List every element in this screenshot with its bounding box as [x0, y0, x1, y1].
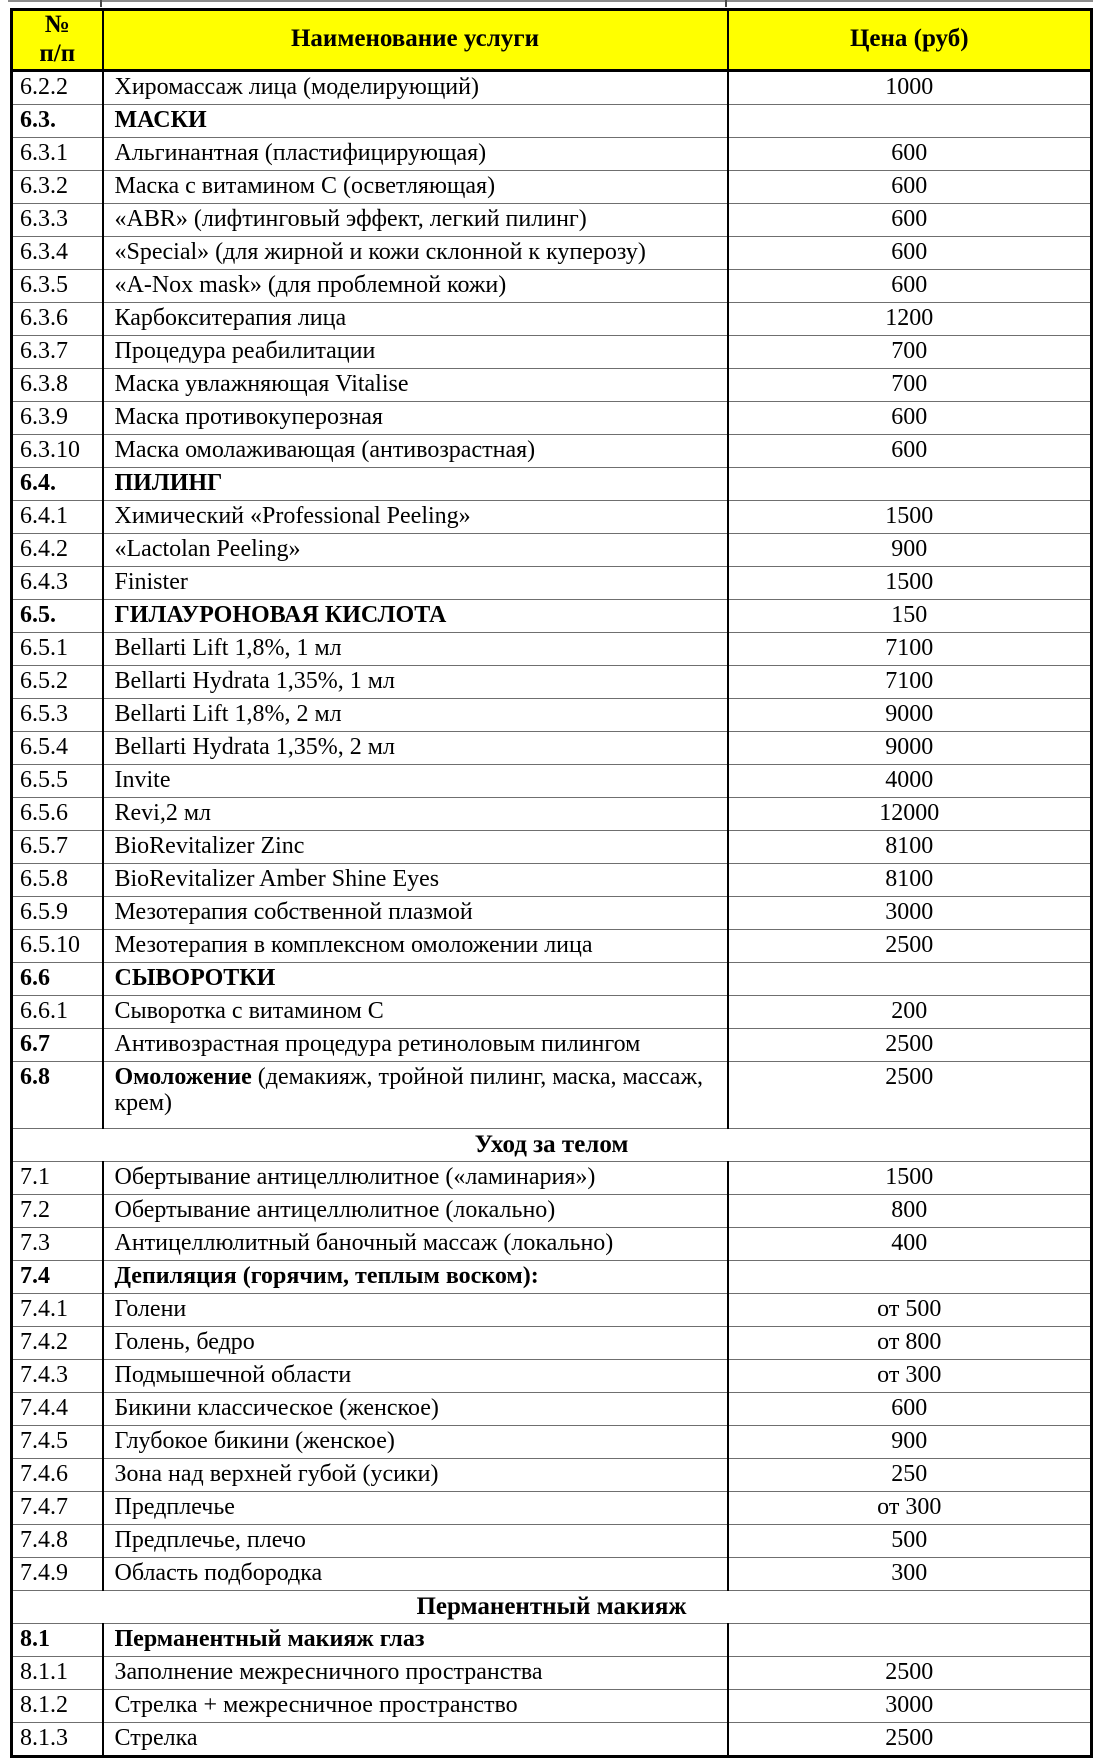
table-row [12, 896, 1092, 929]
service-price: 150 [728, 599, 1092, 632]
row-number: 6.3.2 [12, 170, 103, 203]
row-number: 6.3.3 [12, 203, 103, 236]
table-row [12, 1722, 1092, 1756]
service-name: Альгинантная (пластифицирующая) [103, 137, 728, 170]
row-number: 6.5.8 [12, 863, 103, 896]
service-price: 1500 [728, 500, 1092, 533]
service-price: 2500 [728, 1028, 1092, 1061]
service-price [728, 467, 1092, 500]
row-number: 6.5.6 [12, 797, 103, 830]
header-cell-number [12, 10, 103, 71]
service-name: Bellarti Lift 1,8%, 2 мл [103, 698, 728, 731]
service-name: МАСКИ [103, 104, 728, 137]
table-row [12, 1491, 1092, 1524]
table-row [12, 1689, 1092, 1722]
cutoff-column-divider [100, 0, 102, 7]
row-number: 6.3.10 [12, 434, 103, 467]
service-price [728, 104, 1092, 137]
row-number: 6.3.4 [12, 236, 103, 269]
service-price: 500 [728, 1524, 1092, 1557]
service-price: 3000 [728, 896, 1092, 929]
row-number: 7.4 [12, 1260, 103, 1293]
header-cell-price: Цена (руб) [728, 10, 1092, 71]
service-name: Подмышечной области [103, 1359, 728, 1392]
service-price: 250 [728, 1458, 1092, 1491]
price-table [10, 8, 1093, 1758]
row-number: 6.3.1 [12, 137, 103, 170]
service-price: 1500 [728, 1161, 1092, 1194]
table-row [12, 995, 1092, 1028]
row-number: 6.5.3 [12, 698, 103, 731]
row-number: 6.5.1 [12, 632, 103, 665]
table-row [12, 170, 1092, 203]
row-number: 6.2.2 [12, 70, 103, 104]
header-number-line1: № [44, 11, 70, 38]
service-price: 2500 [728, 929, 1092, 962]
service-name: Заполнение межресничного пространства [103, 1656, 728, 1689]
table-row [12, 1524, 1092, 1557]
service-price: 12000 [728, 797, 1092, 830]
row-number: 6.8 [12, 1061, 103, 1128]
service-name: Хиромассаж лица (моделирующий) [103, 70, 728, 104]
row-number: 8.1 [12, 1623, 103, 1656]
table-row [12, 1557, 1092, 1590]
service-price: 400 [728, 1227, 1092, 1260]
row-number: 6.3.7 [12, 335, 103, 368]
service-name: Мезотерапия собственной плазмой [103, 896, 728, 929]
service-price: 2500 [728, 1722, 1092, 1756]
service-price: 300 [728, 1557, 1092, 1590]
service-name: Голени [103, 1293, 728, 1326]
service-name: Обертывание антицеллюлитное («ламинария») [103, 1161, 728, 1194]
row-number: 6.5.7 [12, 830, 103, 863]
service-price: от 300 [728, 1491, 1092, 1524]
row-number: 7.3 [12, 1227, 103, 1260]
service-price: 4000 [728, 764, 1092, 797]
row-number: 6.3.5 [12, 269, 103, 302]
service-name: Bellarti Hydrata 1,35%, 1 мл [103, 665, 728, 698]
section-title: Перманентный макияж [12, 1590, 1092, 1623]
service-name: «A-Nox mask» (для проблемной кожи) [103, 269, 728, 302]
service-price: 1500 [728, 566, 1092, 599]
service-price: 700 [728, 368, 1092, 401]
service-price: от 500 [728, 1293, 1092, 1326]
row-number: 6.5.5 [12, 764, 103, 797]
table-row [12, 1227, 1092, 1260]
row-number: 7.4.7 [12, 1491, 103, 1524]
row-number: 8.1.3 [12, 1722, 103, 1756]
table-row [12, 1458, 1092, 1491]
row-number: 7.4.9 [12, 1557, 103, 1590]
service-price: 200 [728, 995, 1092, 1028]
cutoff-column-divider [725, 0, 727, 7]
service-price: от 300 [728, 1359, 1092, 1392]
service-price: 1000 [728, 70, 1092, 104]
service-name: Омоложение (демакияж, тройной пилинг, маска, массаж, крем) [103, 1061, 728, 1128]
cutoff-row-line [8, 0, 1093, 2]
service-name: Предплечье [103, 1491, 728, 1524]
table-row [12, 1392, 1092, 1425]
row-number: 6.3.8 [12, 368, 103, 401]
service-price: 600 [728, 1392, 1092, 1425]
table-row [12, 434, 1092, 467]
service-name: Маска омолаживающая (антивозрастная) [103, 434, 728, 467]
service-name: Глубокое бикини (женское) [103, 1425, 728, 1458]
table-row [12, 104, 1092, 137]
service-price: 2500 [728, 1656, 1092, 1689]
service-price: 1200 [728, 302, 1092, 335]
service-name: BioRevitalizer Zinc [103, 830, 728, 863]
header-cell-service: Наименование услуги [103, 10, 728, 71]
row-number: 7.4.1 [12, 1293, 103, 1326]
service-name: Предплечье, плечо [103, 1524, 728, 1557]
service-name-lead: Омоложение [114, 1063, 252, 1090]
table-row [12, 599, 1092, 632]
row-number: 6.5.2 [12, 665, 103, 698]
row-number: 7.2 [12, 1194, 103, 1227]
table-row [12, 401, 1092, 434]
table-body [12, 70, 1092, 1756]
service-name: Бикини классическое (женское) [103, 1392, 728, 1425]
table-row [12, 731, 1092, 764]
table-row [12, 335, 1092, 368]
table-row [12, 1656, 1092, 1689]
table-row [12, 533, 1092, 566]
service-price: 600 [728, 269, 1092, 302]
section-row [12, 1590, 1092, 1623]
service-name: Перманентный макияж глаз [103, 1623, 728, 1656]
service-price: 3000 [728, 1689, 1092, 1722]
table-row [12, 467, 1092, 500]
service-price: 9000 [728, 731, 1092, 764]
header-row [12, 10, 1092, 71]
service-price: 8100 [728, 830, 1092, 863]
table-row [12, 962, 1092, 995]
row-number: 7.4.3 [12, 1359, 103, 1392]
table-row [12, 368, 1092, 401]
service-name: Антивозрастная процедура ретиноловым пилингом [103, 1028, 728, 1061]
row-number: 6.3.9 [12, 401, 103, 434]
service-price: 600 [728, 434, 1092, 467]
service-price: 7100 [728, 665, 1092, 698]
table-row [12, 1260, 1092, 1293]
section-row [12, 1128, 1092, 1161]
table-row [12, 1061, 1092, 1128]
service-price: 600 [728, 203, 1092, 236]
table-row [12, 632, 1092, 665]
service-price: 600 [728, 401, 1092, 434]
service-name: Карбокситерапия лица [103, 302, 728, 335]
service-name: «Special» (для жирной и кожи склонной к куперозу) [103, 236, 728, 269]
service-price: 700 [728, 335, 1092, 368]
table-row [12, 500, 1092, 533]
service-name: Антицеллюлитный баночный массаж (локально) [103, 1227, 728, 1260]
row-number: 7.4.6 [12, 1458, 103, 1491]
row-number: 8.1.2 [12, 1689, 103, 1722]
table-row [12, 70, 1092, 104]
row-number: 7.4.2 [12, 1326, 103, 1359]
row-number: 7.4.4 [12, 1392, 103, 1425]
service-name: Bellarti Hydrata 1,35%, 2 мл [103, 731, 728, 764]
service-name: Мезотерапия в комплексном омоложении лица [103, 929, 728, 962]
row-number: 6.6 [12, 962, 103, 995]
row-number: 6.3.6 [12, 302, 103, 335]
row-number: 7.1 [12, 1161, 103, 1194]
service-name: ПИЛИНГ [103, 467, 728, 500]
table-row [12, 566, 1092, 599]
service-price: 8100 [728, 863, 1092, 896]
service-name: Стрелка + межресничное пространство [103, 1689, 728, 1722]
row-number: 6.3. [12, 104, 103, 137]
row-number: 7.4.8 [12, 1524, 103, 1557]
service-name: СЫВОРОТКИ [103, 962, 728, 995]
table-row [12, 236, 1092, 269]
service-name: ГИЛАУРОНОВАЯ КИСЛОТА [103, 599, 728, 632]
service-name: Finister [103, 566, 728, 599]
row-number: 6.4.2 [12, 533, 103, 566]
service-name: Стрелка [103, 1722, 728, 1756]
table-row [12, 764, 1092, 797]
table-row [12, 203, 1092, 236]
table-row [12, 1194, 1092, 1227]
table-row [12, 797, 1092, 830]
service-price: 9000 [728, 698, 1092, 731]
service-name: «Lactolan Peeling» [103, 533, 728, 566]
service-name: Bellarti Lift 1,8%, 1 мл [103, 632, 728, 665]
table-row [12, 1425, 1092, 1458]
table-row [12, 1161, 1092, 1194]
service-name: Голень, бедро [103, 1326, 728, 1359]
service-name: Обертывание антицеллюлитное (локально) [103, 1194, 728, 1227]
table-row [12, 1028, 1092, 1061]
table-row [12, 137, 1092, 170]
table-row [12, 830, 1092, 863]
service-price [728, 1260, 1092, 1293]
service-name: Зона над верхней губой (усики) [103, 1458, 728, 1491]
row-number: 6.6.1 [12, 995, 103, 1028]
service-name: «ABR» (лифтинговый эффект, легкий пилинг) [103, 203, 728, 236]
service-price: 600 [728, 170, 1092, 203]
table-row [12, 1359, 1092, 1392]
row-number: 6.5.9 [12, 896, 103, 929]
table-row [12, 929, 1092, 962]
service-price: 7100 [728, 632, 1092, 665]
service-price: 600 [728, 236, 1092, 269]
section-title: Уход за телом [12, 1128, 1092, 1161]
row-number: 8.1.1 [12, 1656, 103, 1689]
service-price [728, 962, 1092, 995]
header-number-line2: п/п [39, 39, 76, 67]
service-name: Депиляция (горячим, теплым воском): [103, 1260, 728, 1293]
service-name: Процедура реабилитации [103, 335, 728, 368]
table-row [12, 1326, 1092, 1359]
table-row [12, 1293, 1092, 1326]
service-name: Invite [103, 764, 728, 797]
row-number: 6.4.3 [12, 566, 103, 599]
row-number: 6.4. [12, 467, 103, 500]
table-row [12, 269, 1092, 302]
service-name: Маска с витамином С (осветляющая) [103, 170, 728, 203]
service-name: Химический «Professional Peeling» [103, 500, 728, 533]
row-number: 6.5.10 [12, 929, 103, 962]
service-name: Маска увлажняющая Vitalise [103, 368, 728, 401]
table-row [12, 698, 1092, 731]
service-name: Сыворотка с витамином С [103, 995, 728, 1028]
service-price: 800 [728, 1194, 1092, 1227]
service-price [728, 1623, 1092, 1656]
row-number: 6.5.4 [12, 731, 103, 764]
row-number: 7.4.5 [12, 1425, 103, 1458]
service-price: 600 [728, 137, 1092, 170]
service-price: 900 [728, 1425, 1092, 1458]
table-row [12, 302, 1092, 335]
row-number: 6.4.1 [12, 500, 103, 533]
service-name: Маска противокуперозная [103, 401, 728, 434]
service-name: Revi,2 мл [103, 797, 728, 830]
table-row [12, 1623, 1092, 1656]
service-name: Область подбородка [103, 1557, 728, 1590]
service-price: 2500 [728, 1061, 1092, 1128]
table-row [12, 665, 1092, 698]
table-row [12, 863, 1092, 896]
row-number: 6.7 [12, 1028, 103, 1061]
service-price: от 800 [728, 1326, 1092, 1359]
row-number: 6.5. [12, 599, 103, 632]
service-name: BioRevitalizer Amber Shine Eyes [103, 863, 728, 896]
service-price: 900 [728, 533, 1092, 566]
